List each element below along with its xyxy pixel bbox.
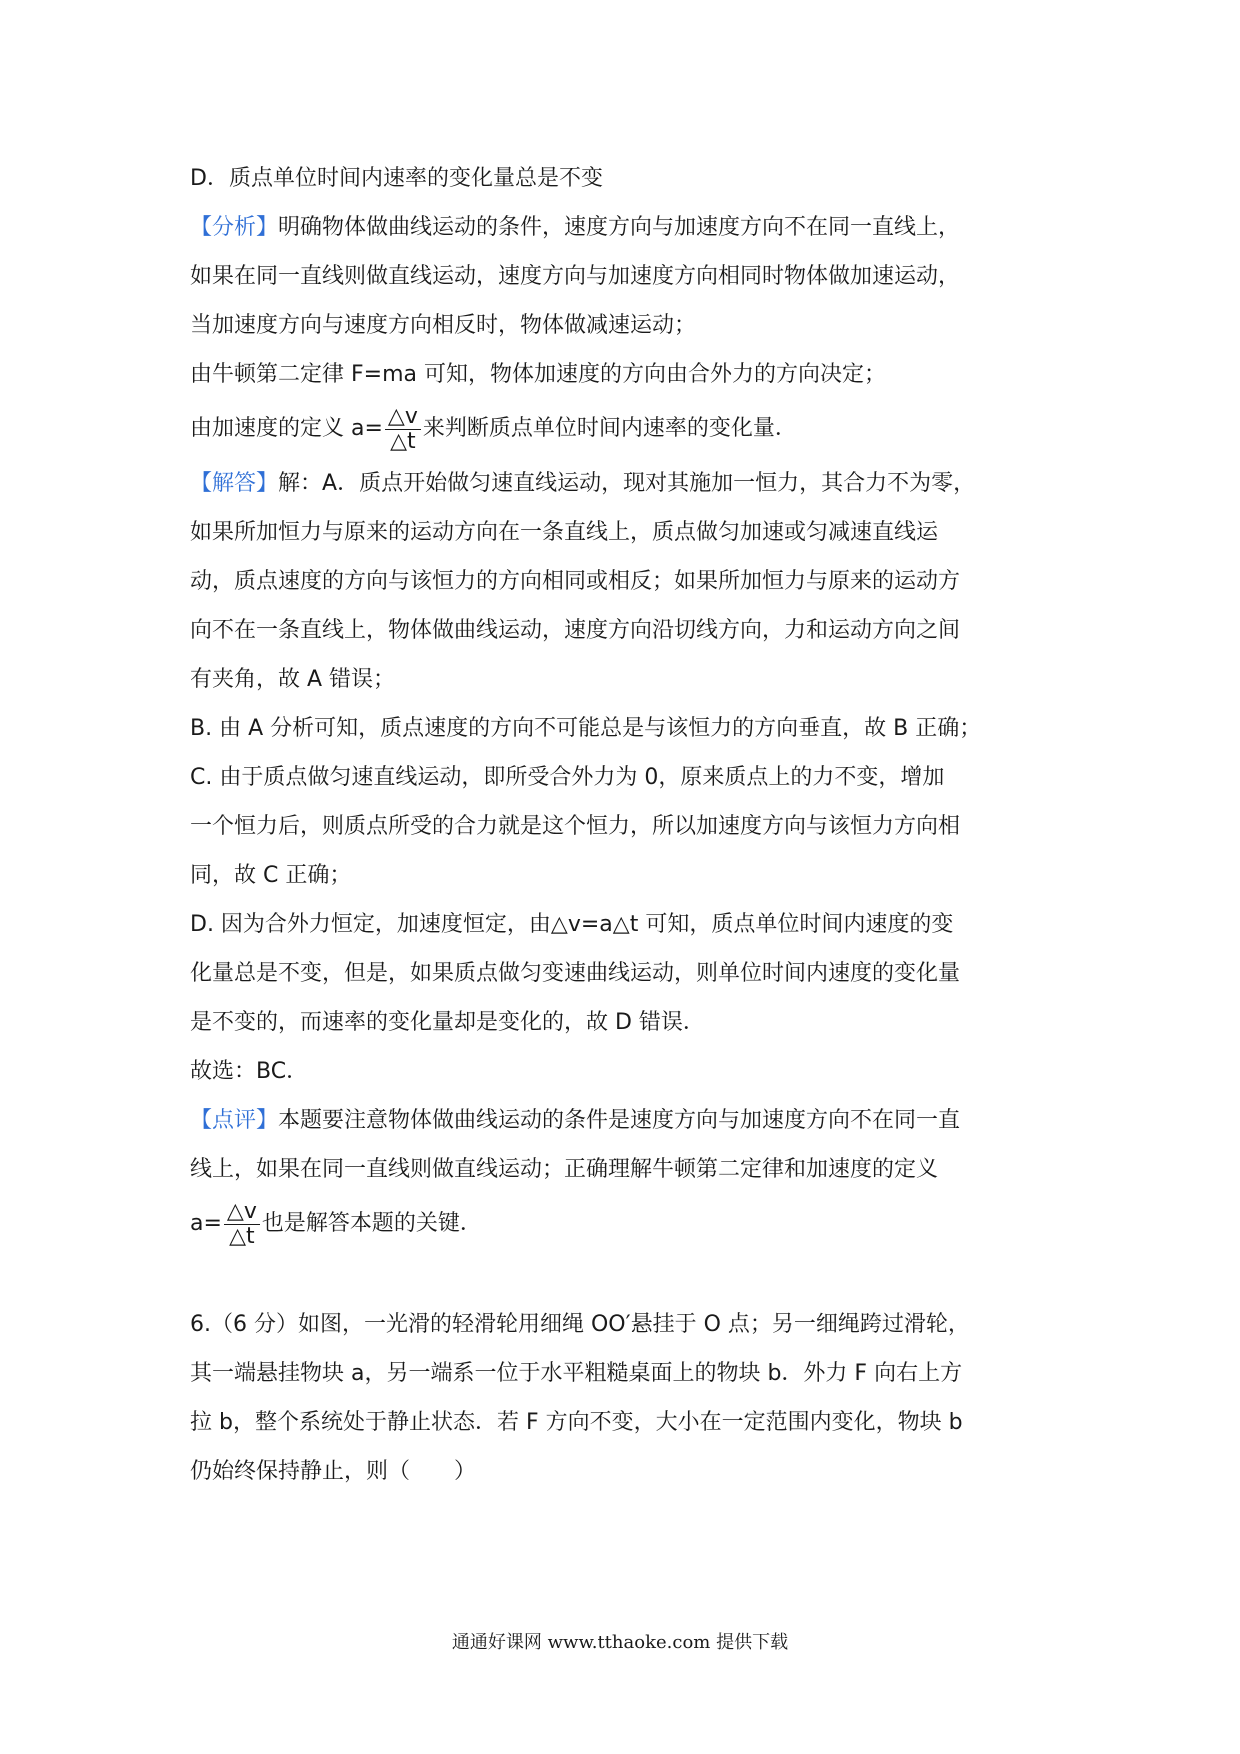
- comment-line-1: 【点评】本题要注意物体做曲线运动的条件是速度方向与加速度方向不在同一直: [190, 1108, 961, 1133]
- question6-line-1: 6.（6 分）如图，一光滑的轻滑轮用细绳 OO′悬挂于 O 点；另一细绳跨过滑轮，: [190, 1312, 970, 1337]
- analysis-line-2: 如果在同一直线则做直线运动，速度方向与加速度方向相同时物体做加速运动，: [190, 264, 961, 289]
- analysis-line-1: 【分析】明确物体做曲线运动的条件，速度方向与加速度方向不在同一直线上，: [190, 215, 961, 240]
- answer-line-2: 如果所加恒力与原来的运动方向在一条直线上，质点做匀加速或匀减速直线运: [190, 520, 939, 545]
- analysis-line-5: 由加速度的定义 a= $\frac{\triangle v}{\triangle t}$ 来判断质点单位时间内速率的变化量．: [190, 403, 797, 454]
- document-body: [190, 154, 1070, 1496]
- answer-b: B. 由 A 分析可知，质点速度的方向不可能总是与该恒力的方向垂直，故 B 正确；: [190, 716, 982, 741]
- answer-line-3: 动，质点速度的方向与该恒力的方向相同或相反；如果所加恒力与原来的运动方: [190, 569, 961, 594]
- analysis-tag: 【分析】: [190, 215, 279, 240]
- section-gap: [190, 1254, 1070, 1300]
- question6-line-4: 仍始终保持静止，则（ ）: [190, 1459, 477, 1484]
- answer-d-1: D. 因为合外力恒定，加速度恒定，由△v=a△t 可知，质点单位时间内速度的变: [190, 912, 954, 937]
- answer-d-2: 化量总是不变，但是，如果质点做匀变速曲线运动，则单位时间内速度的变化量: [190, 961, 961, 986]
- answer-c-1: C. 由于质点做匀速直线运动，即所受合外力为 0，原来质点上的力不变，增加: [190, 765, 945, 790]
- acceleration-fraction: $\frac{\triangle v}{\triangle t}$: [385, 405, 421, 454]
- answer-line-1: 【解答】解：A．质点开始做匀速直线运动，现对其施加一恒力，其合力不为零，: [190, 471, 976, 496]
- answer-d-3: 是不变的，而速率的变化量却是变化的，故 D 错误．: [190, 1010, 705, 1035]
- question6-line-3: 拉 b，整个系统处于静止状态．若 F 方向不变，大小在一定范围内变化，物块 b: [190, 1410, 963, 1435]
- comment-fraction: $\frac{\triangle v}{\triangle t}$: [224, 1200, 260, 1249]
- analysis-line-4: 由牛顿第二定律 F=ma 可知，物体加速度的方向由合外力的方向决定；: [190, 362, 886, 387]
- answer-choice: 故选：BC．: [190, 1059, 309, 1084]
- answer-c-2: 一个恒力后，则质点所受的合力就是这个恒力，所以加速度方向与该恒力方向相: [190, 814, 961, 839]
- analysis-line-3: 当加速度方向与速度方向相反时，物体做减速运动；: [190, 313, 697, 338]
- comment-line-2: 线上，如果在同一直线则做直线运动；正确理解牛顿第二定律和加速度的定义: [190, 1157, 939, 1182]
- comment-line-3: a= $\frac{\triangle v}{\triangle t}$ 也是解答本题的关键．: [190, 1198, 482, 1249]
- answer-tag: 【解答】: [190, 471, 279, 496]
- answer-line-4: 向不在一条直线上，物体做曲线运动，速度方向沿切线方向，力和运动方向之间: [190, 618, 961, 643]
- page-footer: 通通好课网 www.tthaoke.com 提供下载: [451, 1632, 789, 1653]
- question6-line-2: 其一端悬挂物块 a，另一端系一位于水平粗糙桌面上的物块 b．外力 F 向右上方: [190, 1361, 963, 1386]
- answer-line-5: 有夹角，故 A 错误；: [190, 667, 396, 692]
- comment-tag: 【点评】: [190, 1108, 279, 1133]
- answer-c-3: 同，故 C 正确；: [190, 863, 352, 888]
- option-d: D．质点单位时间内速率的变化量总是不变: [190, 166, 603, 191]
